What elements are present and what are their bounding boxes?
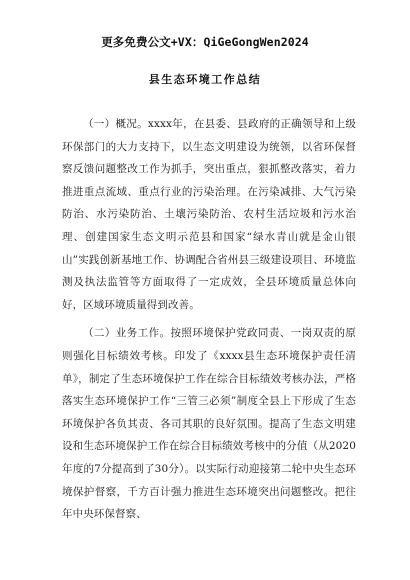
document-title: 县生态环境工作总结 <box>148 73 262 86</box>
paragraph-overview: （一）概况。xxxx年，在县委、县政府的正确领导和上级环保部门的大力支持下，以生态文明建设为统领，以省环保督察反馈问题整改工作为抓手，突出重点，狠抓整改落实，着力推进重点流域、重点行业的污染治理。在污染减排、大气污染防治、水污染防治、土壤污染防治、农村生活垃圾和污水治理、创建国家生态文明示范县和国家“绿水青山就是金山银山”实践创新基地工作、协调配合省州县三级建设项目、环境监测及执法监管等方面取得了一定成效，全县环境质量总体向好，区域环境质量得到改善。 <box>62 118 356 311</box>
paragraph-business-work: （二）业务工作。按照环境保护党政同责、一岗双责的原则强化目标绩效考核。印发了《xxxx县生态环境保护责任清单》，制定了生态环境保护工作在综合目标绩效考核办法，严格落实生态环境保护工作“三管三必须”制度全县上下形成了生态环境保护各负其责、各司其职的良好氛围。提高了生态文明建设和生态环境保护工作在综合目标绩效考核中的分值（从2020年度的7分提高到了30分）。以实际行动迎接第二轮中央生态环境保护督察，千方百计强力推进生态环境突出问题整改。把往年中央环保督察、 <box>62 327 356 521</box>
document-body <box>62 113 356 526</box>
watermark-header: 更多免费公文+VX：QiGeGongWen2024 <box>101 35 309 49</box>
